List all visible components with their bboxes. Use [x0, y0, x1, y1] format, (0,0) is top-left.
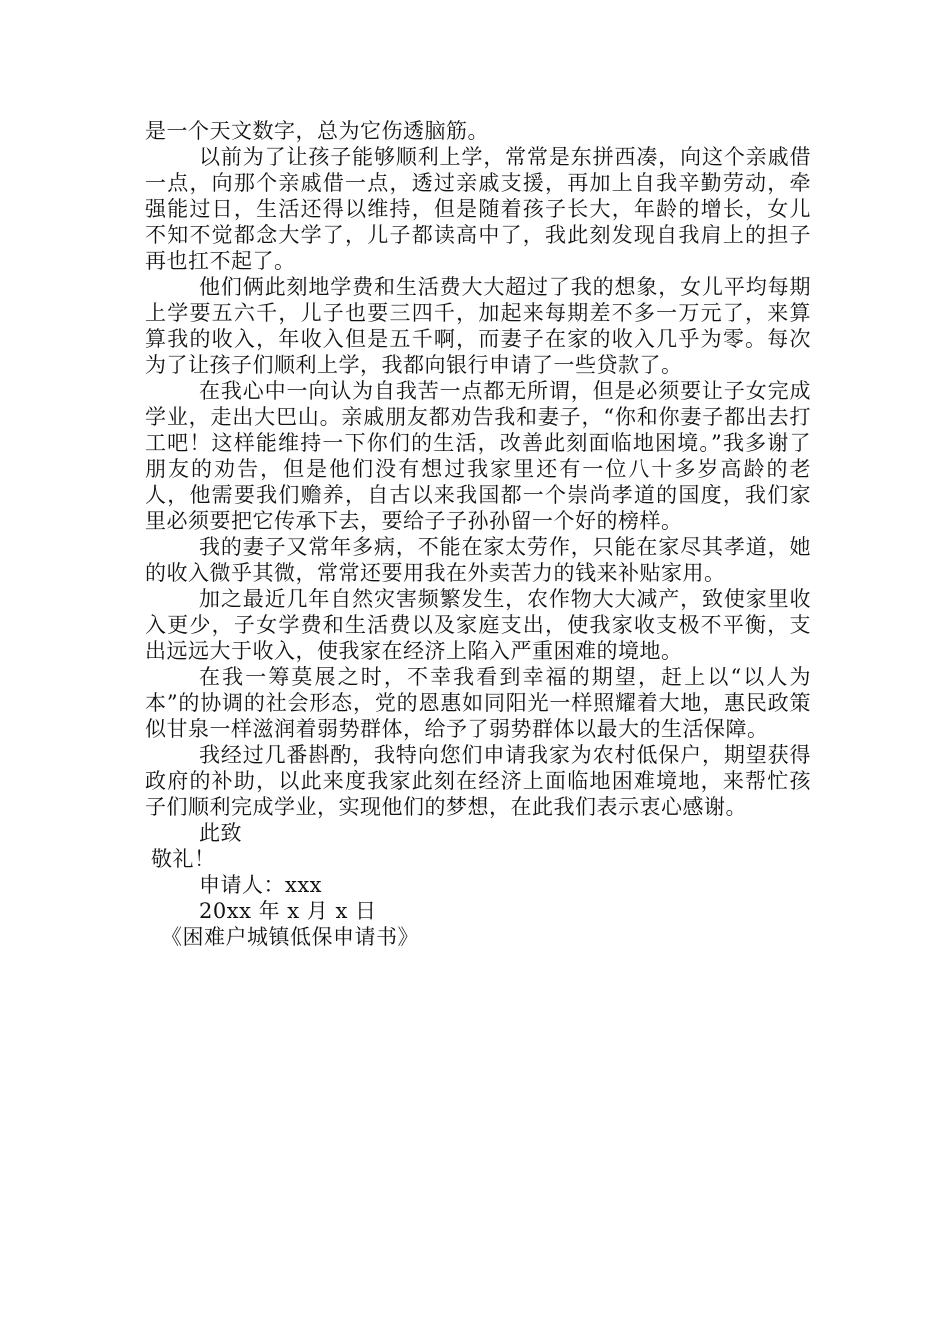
document-page: [145, 118, 811, 950]
paragraph-policy: 在我一筹莫展之时，不幸我看到幸福的期望，赶上以“以人为本”的协调的社会形态，党的恩惠如同阳光一样照耀着大地，惠民政策似甘泉一样滋润着弱势群体，给予了弱势群体以最大的生活保障。: [145, 665, 811, 741]
applicant-signature: 申请人：xxx: [199, 873, 323, 897]
paragraph-tuition: 他们俩此刻地学费和生活费大大超过了我的想象，女儿平均每期上学要五六千，儿子也要三四千，加起来每期差不多一万元了，来算算我的收入，年收入但是五千啊，而妻子在家的收入几乎为零。每次为了让孩子们顺利上学，我都向银行申请了一些贷款了。: [145, 275, 811, 377]
paragraph-continuation: 是一个天文数字，总为它伤透脑筋。: [145, 119, 489, 143]
salutation: 敬礼！: [151, 847, 216, 871]
document-title: 《困难户城镇低保申请书》: [161, 925, 419, 949]
closing-phrase: 此致: [199, 821, 242, 845]
paragraph-request: 我经过几番斟酌，我特向您们申请我家为农村低保户，期望获得政府的补助，以此来度我家此刻在经济上面临地困难境地，来帮忙孩子们顺利完成学业，实现他们的梦想，在此我们表示衷心感谢。: [145, 743, 811, 819]
date-line: 20xx 年 x 月 x 日: [199, 899, 377, 923]
paragraph-wife: 我的妻子又常年多病，不能在家太劳作，只能在家尽其孝道，她的收入微乎其微，常常还要用我在外卖苦力的钱来补贴家用。: [145, 535, 811, 585]
paragraph-family-duty: 在我心中一向认为自我苦一点都无所谓，但是必须要让子女完成学业，走出大巴山。亲戚朋友都劝告我和妻子，“你和你妻子都出去打工吧！这样能维持一下你们的生活，改善此刻面临地困境。”我多谢了朋友的劝告，但是他们没有想过我家里还有一位八十多岁高龄的老人，他需要我们赡养，自古以来我国都一个崇尚孝道的国度，我们家里必须要把它传承下去，要给子子孙孙留一个好的榜样。: [145, 379, 811, 533]
paragraph-borrowing: 以前为了让孩子能够顺利上学，常常是东拼西凑，向这个亲戚借一点，向那个亲戚借一点，透过亲戚支援，再加上自我辛勤劳动，牵强能过日，生活还得以维持，但是随着孩子长大，年龄的增长，女儿不知不觉都念大学了，儿子都读高中了，我此刻发现自我肩上的担子再也扛不起了。: [145, 145, 811, 273]
paragraph-disasters: 加之最近几年自然灾害频繁发生，农作物大大减产，致使家里收入更少，子女学费和生活费以及家庭支出，使我家收支极不平衡，支出远远大于收入，使我家在经济上陷入严重困难的境地。: [145, 587, 811, 663]
